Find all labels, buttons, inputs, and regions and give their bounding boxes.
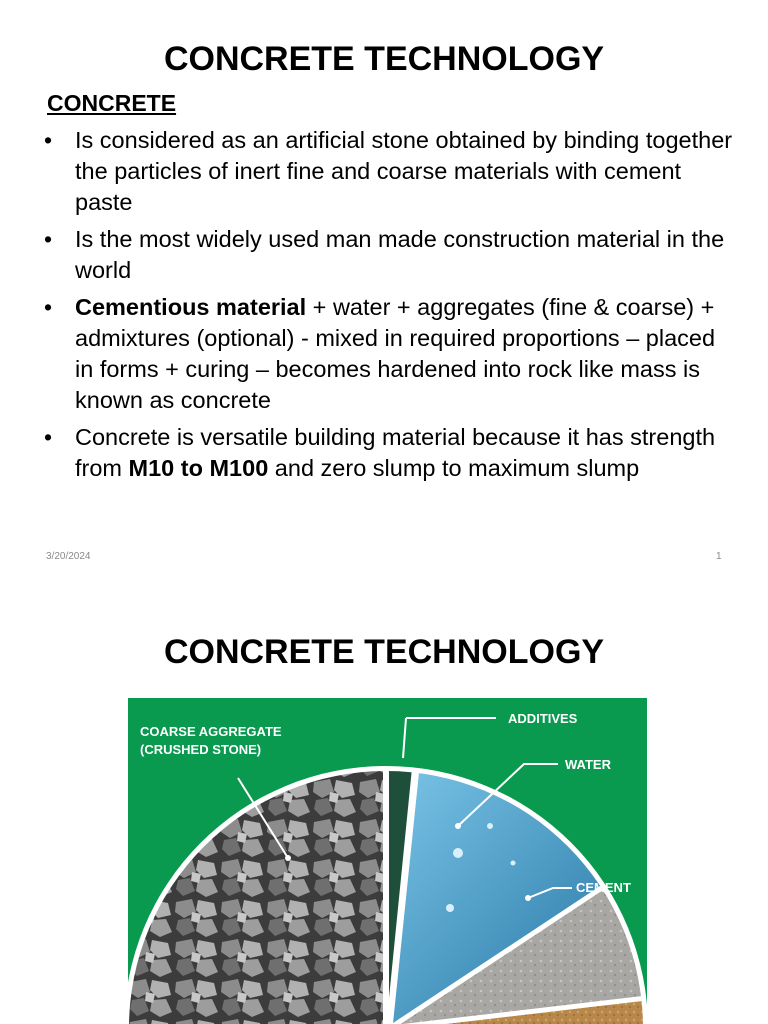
bullet-item (44, 292, 734, 416)
bullet-item (44, 422, 734, 484)
coarse-aggregate-label: COARSE AGGREGATE (140, 724, 282, 739)
bullet-item (44, 224, 734, 286)
bullet-icon: • (44, 226, 53, 252)
bullet-bold-text: M10 to M100 (128, 455, 269, 481)
bullet-text: + water + aggregates (fine & coarse) + admixtures (optional) - mixed in required proportions – placed in forms + curing – becomes hardened into rock like mass is known as concrete (75, 294, 716, 413)
slide-title: CONCRETE TECHNOLOGY (163, 633, 605, 671)
section-heading: CONCRETE (47, 90, 177, 116)
crushed-stone-label: (CRUSHED STONE) (140, 742, 262, 757)
bullet-bold-text: Cementious material (75, 294, 307, 320)
water-label: WATER (565, 757, 611, 772)
bullet-text: Is considered as an artificial stone obtained by binding together the particles of inert fine and coarse materials with cement paste (75, 127, 733, 215)
bullet-text: Concrete is versatile building material because it has strength from (75, 424, 716, 481)
slide-page-number: 1 (716, 551, 722, 562)
bullet-list (44, 125, 734, 490)
bullet-icon: • (44, 424, 53, 450)
bullet-text: Is the most widely used man made construction material in the world (75, 226, 725, 283)
concrete-components-figure (128, 698, 647, 1024)
bullet-icon: • (44, 294, 53, 320)
slide-date: 3/20/2024 (46, 551, 91, 562)
cement-label: CEMENT (576, 880, 631, 895)
slide-title: CONCRETE TECHNOLOGY (163, 40, 605, 78)
additives-label: ADDITIVES (508, 711, 578, 726)
bullet-item (44, 125, 734, 218)
bullet-icon: • (44, 127, 53, 153)
bullet-text: and zero slump to maximum slump (268, 455, 640, 481)
concrete-components-illustration (128, 698, 647, 1024)
slide-2 (0, 585, 768, 1024)
